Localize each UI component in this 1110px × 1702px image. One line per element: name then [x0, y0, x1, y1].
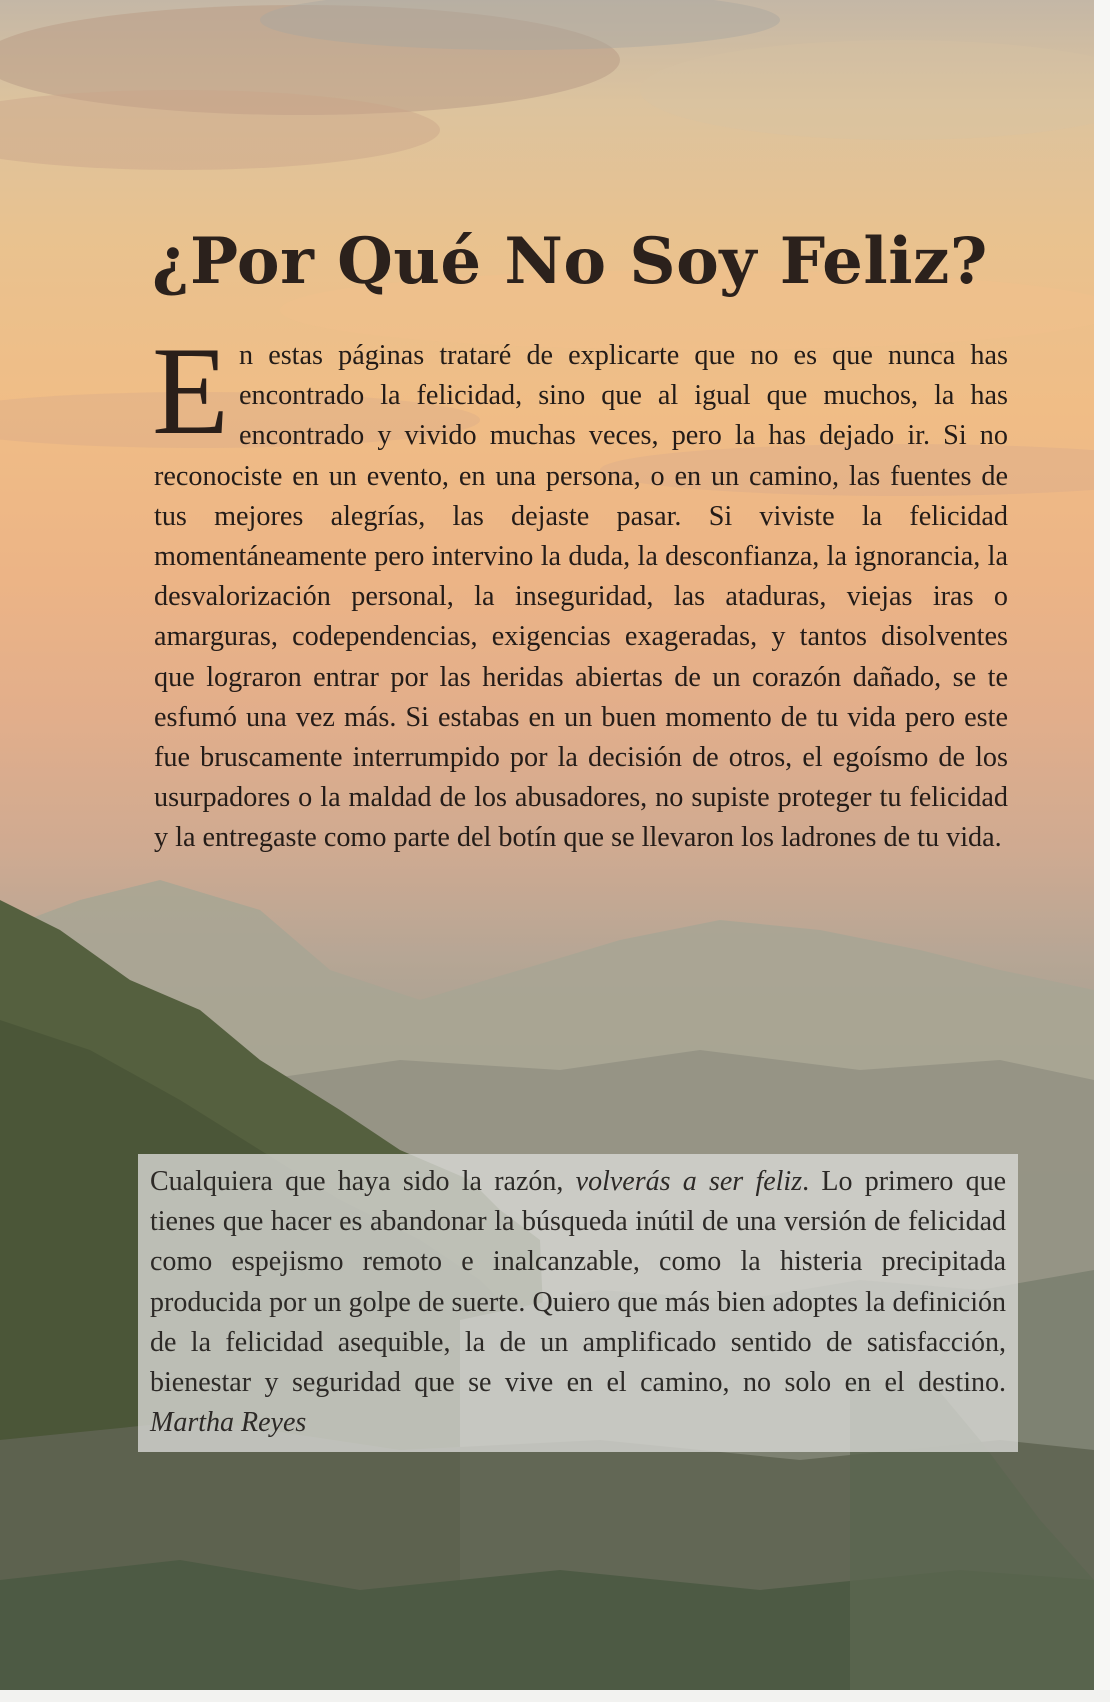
quote-text-end: . Lo primero que tienes que hacer es abandonar la búsqueda inútil de una versión de felicidad como espejismo remoto e inalcanzable, como la histeria precipitada producida por un golpe de suerte. Quiero que más bien adoptes la definición de la felicidad asequible, la de un amplificado sentido de satisfacción, bienestar y seguridad que se vive en el camino, no solo en el destino.	[150, 1166, 1006, 1399]
intro-text: n estas páginas trataré de explicarte que no es que nunca has encontrado la felicidad, sino que al igual que muchos, la has encontrado y vivido muchas veces, pero la has dejado ir. Si no reconociste en un evento, en una persona, o en un camino, las fuentes de tus mejores alegrías, las dejaste pasar. Si viviste la felicidad momentáneamente pero intervino la duda, la desconfianza, la ignorancia, la desvalorización personal, la inseguridad, las ataduras, viejas iras o amarguras, codependencias, exigencias exageradas, y tantos disolventes que lograron entrar por las heridas abiertas de un corazón dañado, se te esfumó una vez más. Si estabas en un buen momento de tu vida pero este fue bruscamente interrumpido por la decisión de otros, el egoísmo de los usurpadores o la maldad de los abusadores, no supiste proteger tu felicidad y la entregaste como parte del botín que se llevaron los ladrones de tu vida.	[154, 340, 1008, 854]
quote-box	[138, 1154, 1018, 1452]
quote-text-start: Cualquiera que haya sido la razón,	[150, 1166, 576, 1197]
quote-paragraph	[150, 1162, 1006, 1443]
quote-author: Martha Reyes	[150, 1407, 307, 1439]
drop-cap-letter: E	[152, 322, 229, 461]
intro-paragraph	[152, 322, 1008, 859]
book-title: ¿Por Qué No Soy Feliz?	[152, 224, 988, 299]
quote-emphasis: volverás a ser feliz	[575, 1166, 803, 1197]
page-edge-bottom	[0, 1690, 1110, 1702]
page-edge-right	[1094, 0, 1110, 1702]
